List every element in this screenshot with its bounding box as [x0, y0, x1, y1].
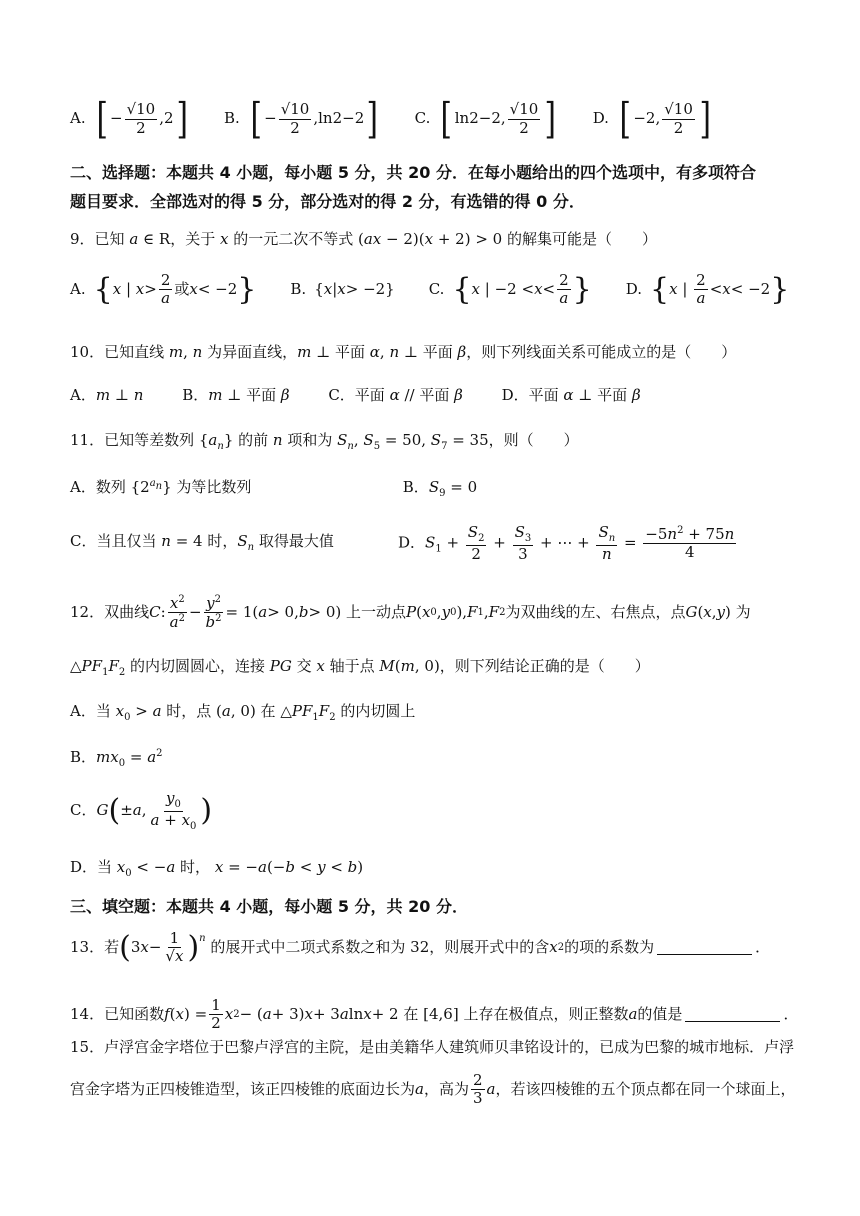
q9-options: [70, 272, 802, 308]
q12-stem-line2: $\triangle PF_1F_2$ 的内切圆圆心，连接 PG 交 x 轴于点 M(m, 0)，则下列结论正确的是（ ）: [70, 657, 650, 678]
q14: 14．已知函数 f ( x ) = 1 2 x 2 − ( a + 3) x + 3 a ln x + 2 在 [4,6] 上存在极值点，则正整数 a 的值是 ．: [70, 996, 799, 1033]
section3-heading: 三、填空题：本题共 4 小题，每小题 5 分，共 20 分．: [70, 897, 468, 916]
q12-option-a: A．当 $x_0 > a$ 时，点 (a, 0) 在 $\triangle PF_1F_2$ 的内切圆上: [70, 702, 416, 723]
q9-stem: 9．已知 a ∈ R，关于 x 的一元二次不等式 (ax − 2)(x + 2) > 0 的解集可能是（ ）: [70, 230, 657, 248]
q9-option-b: B. { x | x > −2}: [290, 280, 395, 298]
q11-option-b: B．$S_9 = 0$: [402, 478, 478, 499]
q10-option-c: C．平面 α // 平面 β: [328, 386, 463, 404]
q8-option-d: D. [ −2, √10 2 ]: [592, 94, 711, 143]
q12-option-c: C． G ( ± a , $y_0$ $a + x_0$ ): [70, 789, 213, 832]
q8-options: [70, 94, 802, 143]
q11-row2: [70, 524, 802, 563]
q8-option-c: C. [ ln2−2, √10 2 ]: [414, 94, 557, 143]
q9-option-d: D. { x | 2 a < x < −2 }: [625, 271, 790, 308]
q11-option-a: A．数列 $\{2^{a_n}\}$ 为等比数列: [70, 478, 252, 496]
q12-option-d: D．当 $x_0 < -a$ 时， x = −a(−b < y < b): [70, 858, 364, 879]
q9-option-a: A. { x | x > 2 a 或 x < −2 }: [70, 271, 257, 308]
q9-option-c: C. { x | −2 < x < 2 a }: [428, 271, 592, 308]
q10-option-d: D．平面 α ⊥ 平面 β: [501, 386, 641, 404]
q15-line2: 宫金字塔为正四棱锥造型，该正四棱锥的底面边长为 a ，高为 2 3 a ，若该四棱锥的五个顶点都在同一个球面上，: [70, 1071, 796, 1108]
q11-row1: [70, 477, 802, 500]
q13: 13．若 ( 3 x − 1 √x ) $^n$ 的展开式中二项式系数之和为 32，则展开式中的含 x 2 的项的系数为 ．: [70, 929, 771, 966]
section2-heading-line2: 题目要求．全部选对的得 5 分，部分选对的得 2 分，有选错的得 0 分．: [70, 192, 585, 211]
q8-option-a: A. [ − √10 2 ,2 ]: [70, 94, 188, 143]
q11-stem: 11．已知等差数列 $\{a_n\}$ 的前 n 项和为 $S_n$, $S_5 = 50$, $S_7 = 35$，则（ ）: [70, 431, 579, 452]
section2-heading-line1: 二、选择题：本题共 4 小题，每小题 5 分，共 20 分．在每小题给出的四个选项中，有多项符合: [70, 163, 756, 182]
q8-option-b: B. [ − √10 2 ,ln2−2 ]: [223, 94, 379, 143]
q15-line1: 15．卢浮宫金字塔位于巴黎卢浮宫的主院，是由美籍华人建筑师贝聿铭设计的，已成为巴黎的城市地标．卢浮: [70, 1038, 795, 1056]
q12-stem-line1: 12．双曲线 C : $x^2$ $a^2$ − $y^2$ $b^2$ = 1( a > 0, b > 0) 上一动点 P ( x 0 , y 0 ), F 1 , F 2 为双曲线的左、右焦点，点 G ( x , y ) 为: [70, 594, 751, 632]
q12-option-b: B．$mx_0 = a^2$: [70, 748, 163, 769]
q10-option-b: B．m ⊥ 平面 β: [182, 386, 290, 404]
q11-option-c: C．当且仅当 n = 4 时，$S_n$ 取得最大值: [70, 532, 334, 554]
q10-option-a: A．m ⊥ n: [70, 386, 144, 404]
q10-stem: 10．已知直线 m, n 为异面直线，m ⊥ 平面 α, n ⊥ 平面 β，则下列线面关系可能成立的是（ ）: [70, 343, 737, 361]
q11-option-d: D．$S_1$ + $\frac{S_2}{2}$ + $\frac{S_3}{3}$ + ⋯ + $\frac{S_n}{n}$ = $\frac{-5n^2 + 75n}{4}$: [398, 523, 735, 563]
q10-options: [70, 386, 802, 406]
